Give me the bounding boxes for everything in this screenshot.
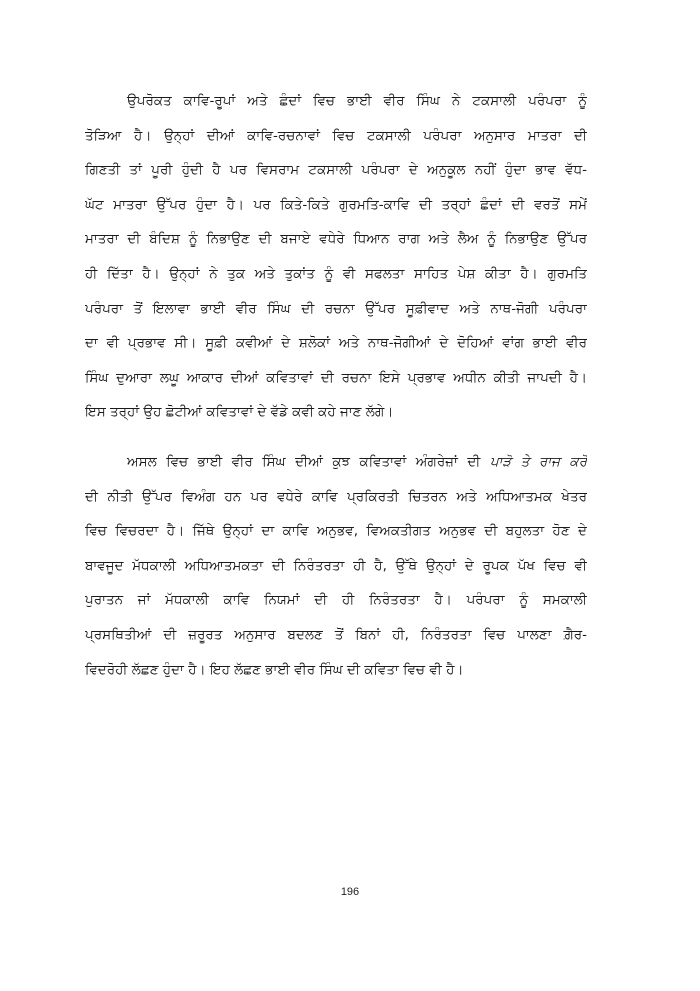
text-line: ਉਪਰੋਕਤ ਕਾਵਿ-ਰੂਪਾਂ ਅਤੇ ਛੰਦਾਂ ਵਿਚ ਭਾਈ ਵੀਰ ਸਿੰਘ ਨੇ ਟਕਸਾਲੀ ਪਰੰਪਰਾ ਨੂੰ [127, 93, 587, 109]
text-line: ਵਿਦਰੋਹੀ ਲੱਛਣ ਹੁੰਦਾ ਹੈ। ਇਹ ਲੱਛਣ ਭਾਈ ਵੀਰ ਸਿੰਘ ਦੀ ਕਵਿਤਾ ਵਿਚ ਵੀ ਹੈ। [85, 661, 464, 678]
text-line: ਸਿੰਘ ਦੁਆਰਾ ਲਘੂ ਆਕਾਰ ਦੀਆਂ ਕਵਿਤਾਵਾਂ ਦੀ ਰਚਨਾ ਇਸੇ ਪ੍ਰਭਾਵ ਅਧੀਨ ਕੀਤੀ ਜਾਪਦੀ ਹੈ। [85, 369, 587, 386]
text-line: ਘੱਟ ਮਾਤਰਾ ਉੱਪਰ ਹੁੰਦਾ ਹੈ। ਪਰ ਕਿਤੇ-ਕਿਤੇ ਗੁਰਮਤਿ-ਕਾਵਿ ਦੀ ਤਰ੍ਹਾਂ ਛੰਦਾਂ ਦੀ ਵਰਤੋਂ ਸਮੇਂ [85, 196, 587, 213]
text-line [85, 445, 587, 480]
text-line: ਪ੍ਰਸਥਿਤੀਆਂ ਦੀ ਜ਼ਰੂਰਤ ਅਨੁਸਾਰ ਬਦਲਣ ਤੋਂ ਬਿਨਾਂ ਹੀ, ਨਿਰੰਤਰਤਾ ਵਿਚ ਪਾਲਣਾ ਗ਼ੈਰ- [85, 626, 587, 643]
text-line: ਦੀ ਨੀਤੀ ਉੱਪਰ ਵਿਅੰਗ ਹਨ ਪਰ ਵਧੇਰੇ ਕਾਵਿ ਪ੍ਰਕਿਰਤੀ ਚਿਤਰਨ ਅਤੇ ਅਧਿਆਤਮਕ ਖੇਤਰ [85, 488, 587, 505]
text-line: ਗਿਣਤੀ ਤਾਂ ਪੂਰੀ ਹੁੰਦੀ ਹੈ ਪਰ ਵਿਸਰਾਮ ਟਕਸਾਲੀ ਪਰੰਪਰਾ ਦੇ ਅਨੁਕੂਲ ਨਹੀਂ ਹੁੰਦਾ ਭਾਵ ਵੱਧ- [85, 162, 587, 179]
paragraph-2 [85, 445, 587, 687]
text-line: ਮਾਤਰਾ ਦੀ ਬੰਦਿਸ਼ ਨੂੰ ਨਿਭਾਉਣ ਦੀ ਬਜਾਏ ਵਧੇਰੇ ਧਿਆਨ ਰਾਗ ਅਤੇ ਲੈਅ ਨੂੰ ਨਿਭਾਉਣ ਉੱਪਰ [85, 231, 587, 248]
text-line: ਪਰੰਪਰਾ ਤੋਂ ਇਲਾਵਾ ਭਾਈ ਵੀਰ ਸਿੰਘ ਦੀ ਰਚਨਾ ਉੱਪਰ ਸੂਫ਼ੀਵਾਦ ਅਤੇ ਨਾਥ-ਜੋਗੀ ਪਰੰਪਰਾ [85, 300, 587, 317]
page-number: 196 [340, 886, 360, 898]
text-line: ਤੋੜਿਆ ਹੈ। ਉਨ੍ਹਾਂ ਦੀਆਂ ਕਾਵਿ-ਰਚਨਾਵਾਂ ਵਿਚ ਟਕਸਾਲੀ ਪਰੰਪਰਾ ਅਨੁਸਾਰ ਮਾਤਰਾ ਦੀ [85, 127, 587, 144]
italic-phrase: ਪਾੜੋ ਤੇ ਰਾਜ ਕਰੋ [489, 453, 587, 470]
text-line: ਇਸ ਤਰ੍ਹਾਂ ਉਹ ਛੋਟੀਆਂ ਕਵਿਤਾਵਾਂ ਦੇ ਵੱਡੇ ਕਵੀ ਕਹੇ ਜਾਣ ਲੱਗੇ। [85, 404, 394, 421]
text-line: ਹੀ ਦਿੱਤਾ ਹੈ। ਉਨ੍ਹਾਂ ਨੇ ਤੁਕ ਅਤੇ ਤੁਕਾਂਤ ਨੂੰ ਵੀ ਸਫਲਤਾ ਸਾਹਿਤ ਪੇਸ਼ ਕੀਤਾ ਹੈ। ਗੁਰਮਤਿ [85, 265, 587, 282]
text-line: ਪੁਰਾਤਨ ਜਾਂ ਮੱਧਕਾਲੀ ਕਾਵਿ ਨਿਯਮਾਂ ਦੀ ਹੀ ਨਿਰੰਤਰਤਾ ਹੈ। ਪਰੰਪਰਾ ਨੂੰ ਸਮਕਾਲੀ [85, 592, 587, 609]
text-line: ਬਾਵਜੂਦ ਮੱਧਕਾਲੀ ਅਧਿਆਤਮਕਤਾ ਦੀ ਨਿਰੰਤਰਤਾ ਹੀ ਹੈ, ਉੱਥੇ ਉਨ੍ਹਾਂ ਦੇ ਰੂਪਕ ਪੱਖ ਵਿਚ ਵੀ [85, 557, 587, 574]
paragraph-1 [85, 84, 587, 430]
text-line: ਦਾ ਵੀ ਪ੍ਰਭਾਵ ਸੀ। ਸੂਫ਼ੀ ਕਵੀਆਂ ਦੇ ਸ਼ਲੋਕਾਂ ਅਤੇ ਨਾਥ-ਜੋਗੀਆਂ ਦੇ ਦੋਹਿਆਂ ਵਾਂਗ ਭਾਈ ਵੀਰ [85, 335, 587, 352]
text-line: ਵਿਚ ਵਿਚਰਦਾ ਹੈ। ਜਿੱਥੇ ਉਨ੍ਹਾਂ ਦਾ ਕਾਵਿ ਅਨੁਭਵ, ਵਿਅਕਤੀਗਤ ਅਨੁਭਵ ਦੀ ਬਹੁਲਤਾ ਹੋਣ ਦੇ [85, 523, 587, 540]
page-body [85, 84, 587, 687]
line-text: ਅਸਲ ਵਿਚ ਭਾਈ ਵੀਰ ਸਿੰਘ ਦੀਆਂ ਕੁਝ ਕਵਿਤਾਵਾਂ ਅੰਗਰੇਜ਼ਾਂ ਦੀ [127, 453, 490, 470]
